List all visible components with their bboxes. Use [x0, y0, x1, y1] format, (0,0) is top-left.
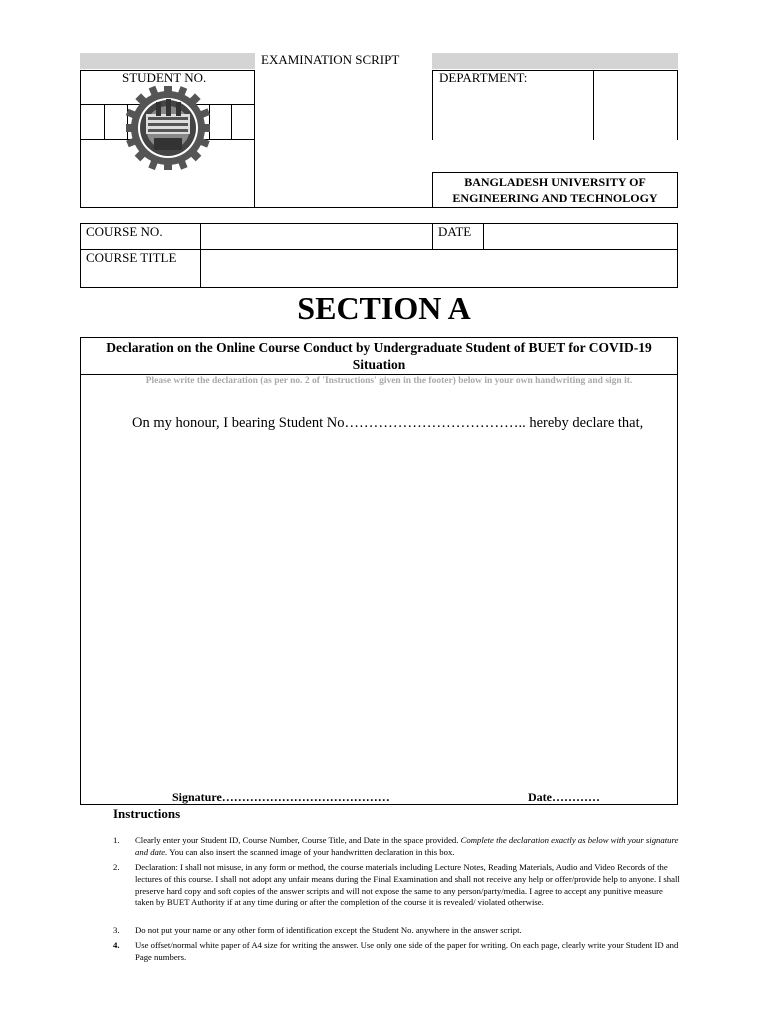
- exam-script-title: EXAMINATION SCRIPT: [261, 52, 400, 67]
- department-divider: [593, 70, 594, 140]
- instruction-number: 1.: [113, 835, 120, 845]
- declaration-honour-text: On my honour, I bearing Student No……………………………….. hereby declare that,: [132, 415, 644, 431]
- date-label: DATE: [438, 224, 472, 239]
- buet-gear-logo-icon: [124, 84, 212, 172]
- declaration-hint: Please write the declaration (as per no. 2 of 'Instructions' given in the footer) below in your own handwriting and sign it.: [145, 376, 633, 386]
- instruction-1-italic: Complete the declaration exactly as below with your signature and date.: [135, 835, 679, 857]
- digit-divider: [104, 104, 105, 139]
- instruction-number: 2.: [113, 862, 120, 872]
- declaration-title: Declaration on the Online Course Conduct by Undergraduate Student of BUET for COVID-19 Situation: [106, 340, 652, 372]
- header-bar-right: [432, 53, 678, 69]
- university-name: BANGLADESH UNIVERSITY OF ENGINEERING AND TECHNOLOGY: [452, 175, 658, 205]
- instruction-item-4: Use offset/normal white paper of A4 size for writing the answer. Use only one side of the paper for writing. On each page, clearly write your Student ID and Page numbers.: [135, 940, 679, 962]
- instruction-1-text: Clearly enter your Student ID, Course Number, Course Title, and Date in the space provided.: [135, 835, 459, 845]
- course-title-label: COURSE TITLE: [86, 250, 177, 265]
- declaration-date-label: Date…………: [528, 790, 600, 804]
- instruction-item-2: Declaration: I shall not misuse, in any form or method, the course materials including Lecture Notes, Reading Materials, Audio and Video Records of the lectures of this course. I shall not adopt any unfair means during the Final Examination and shall not receive any help or offer/provide help to anyone. I shall preserve hard copy and soft copies of the answer scripts and will not expose the same to any person/party/media. I agree to accept any punitive measure taken by BUET Authority if at any time during or after the completion of the course it is revealed/ violated otherwise.: [135, 862, 680, 908]
- department-label: DEPARTMENT:: [439, 70, 528, 85]
- course-no-field[interactable]: [201, 224, 431, 248]
- instruction-number: 3.: [113, 925, 120, 935]
- date-field[interactable]: [484, 224, 677, 248]
- instruction-item-1: [135, 835, 680, 859]
- student-no-label: STUDENT NO.: [122, 70, 207, 85]
- section-title: SECTION A: [297, 290, 471, 326]
- digit-divider: [231, 104, 232, 139]
- course-no-label: COURSE NO.: [86, 224, 163, 239]
- declaration-writing-area[interactable]: [82, 440, 676, 785]
- course-title-field[interactable]: [201, 250, 677, 287]
- course-table-col-divider: [432, 223, 433, 249]
- instruction-item-3: Do not put your name or any other form of identification except the Student No. anywhere in the answer script.: [135, 925, 522, 935]
- instruction-1-tail: You can also insert the scanned image of your handwritten declaration in this box.: [169, 846, 455, 857]
- header-bar-left: [80, 53, 255, 69]
- instructions-heading: Instructions: [113, 806, 181, 821]
- middle-column-box: [254, 70, 433, 208]
- signature-label: Signature……………………………………: [172, 790, 390, 804]
- instruction-number: 4.: [113, 940, 120, 950]
